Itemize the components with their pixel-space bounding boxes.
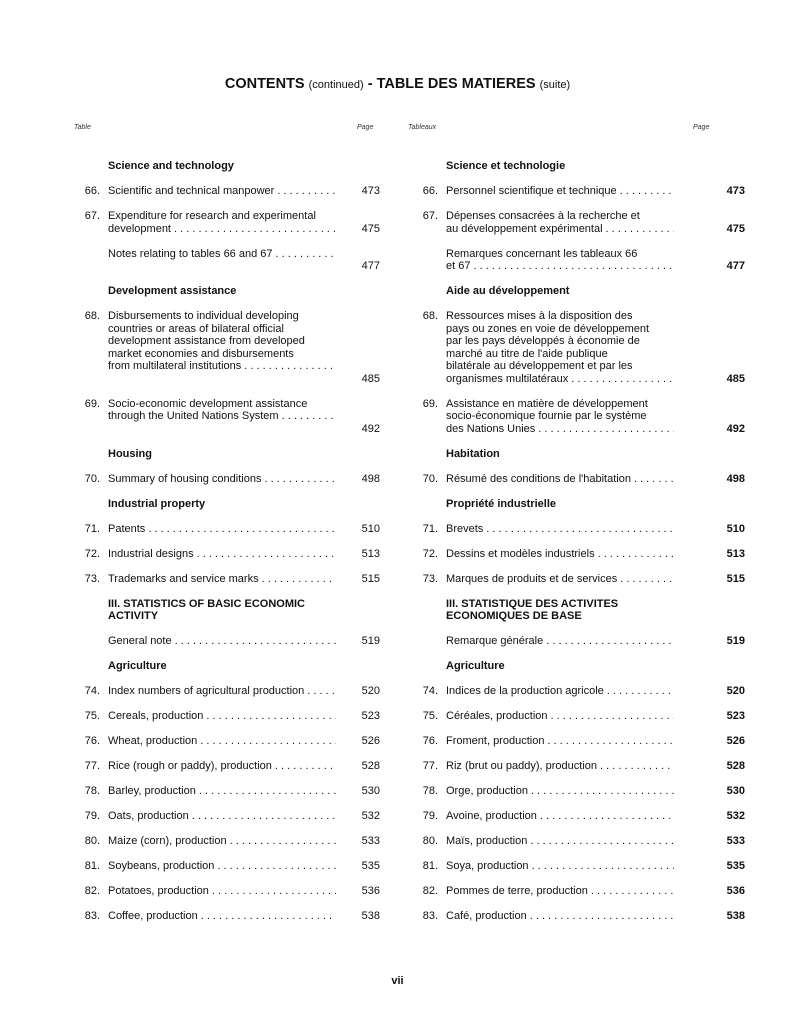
section-heading: Agriculture — [446, 660, 505, 672]
title-fr-sub: (suite) — [539, 79, 571, 91]
entry-title-text: Rice (rough or paddy), production . . . — [108, 760, 272, 772]
table-number: 78. — [84, 785, 100, 797]
contents-row — [0, 473, 795, 498]
entry-title[interactable] — [108, 885, 336, 898]
entry-title-text: Disbursements to individual developing countries or areas of bilateral official development assistance from developed market economies and disbursements from multilateral institutions . . . — [108, 310, 305, 372]
contents-row — [0, 910, 795, 935]
page-ref: 533 — [726, 835, 745, 847]
entry-title[interactable] — [108, 835, 336, 848]
entry-title-text: Ressources mises à la disposition des pays ou zones en voie de développement par les pays développés à économie de marché au titre de l'aide publique bilatérale au développement et par les organismes multilatéraux . . . — [446, 310, 649, 385]
entry-en — [74, 760, 380, 773]
column-header-page-fr: Page — [693, 124, 710, 131]
entry-title-text: Cereals, production . . . — [108, 710, 203, 722]
entry-title[interactable] — [446, 473, 674, 486]
entry-title[interactable] — [446, 860, 674, 873]
entry-title[interactable] — [446, 398, 674, 436]
entry-fr — [412, 785, 745, 798]
table-number: 68. — [422, 310, 438, 322]
table-number: 73. — [84, 572, 100, 585]
entry-title[interactable] — [446, 248, 674, 273]
contents-row — [0, 835, 795, 860]
page-ref: 530 — [361, 785, 380, 797]
entry-title[interactable] — [108, 548, 336, 561]
table-number: 76. — [422, 735, 438, 747]
table-number: 75. — [84, 710, 100, 722]
page-ref: 528 — [361, 760, 380, 772]
entry-en — [74, 685, 380, 698]
page-ref: 519 — [726, 635, 745, 647]
entry-title-text: Expenditure for research and experimental development . . . — [108, 210, 316, 235]
entry-title[interactable] — [446, 573, 674, 586]
page-ref: 532 — [726, 810, 745, 822]
entry-en — [74, 210, 380, 235]
entry-title[interactable] — [446, 735, 674, 748]
table-number — [74, 248, 108, 273]
entry-fr — [412, 885, 745, 898]
page-ref: 533 — [361, 835, 380, 847]
contents-row — [0, 498, 795, 523]
entry-title-text: Index numbers of agricultural production . . . — [108, 685, 304, 697]
page-ref: 532 — [361, 810, 380, 822]
entry-title-text: Avoine, production . . . — [446, 810, 537, 822]
entry-title-text: Potatoes, production . . . — [108, 885, 209, 897]
entry-title[interactable] — [108, 635, 336, 648]
contents-row — [0, 160, 795, 185]
entry-title[interactable] — [108, 710, 336, 723]
contents-row — [0, 710, 795, 735]
entry-title-text: Soya, production . . . — [446, 860, 529, 872]
entry-title[interactable] — [108, 310, 336, 385]
entry-fr — [412, 735, 745, 748]
entry-fr — [412, 760, 745, 773]
table-number: 81. — [84, 860, 100, 872]
entry-title[interactable] — [108, 810, 336, 823]
entry-title-text: Remarques concernant les tableaux 66 et 67 . . . — [446, 248, 637, 273]
entry-title[interactable] — [446, 835, 674, 848]
table-number: 68. — [84, 310, 100, 322]
entry-title-text: Maïs, production . . . — [446, 835, 527, 847]
contents-row — [0, 573, 795, 598]
entry-fr — [412, 248, 745, 273]
entry-fr — [412, 548, 745, 561]
contents-row — [0, 523, 795, 548]
entry-en — [74, 248, 380, 273]
entry-title[interactable] — [108, 523, 336, 536]
section-heading: Propriété industrielle — [446, 497, 557, 510]
table-number: 72. — [84, 547, 100, 560]
table-number: 79. — [422, 810, 438, 822]
table-number: 72. — [422, 547, 438, 560]
table-number: 70. — [84, 472, 100, 485]
entry-en — [74, 498, 380, 511]
entry-title-text: Indices de la production agricole . . . — [446, 685, 604, 697]
entry-title-text: Wheat, production . . . — [108, 735, 197, 747]
table-number: 79. — [84, 810, 100, 822]
entry-fr — [412, 573, 745, 586]
entry-en — [74, 860, 380, 873]
section-heading: Science et technologie — [446, 160, 566, 172]
page-ref: 513 — [361, 547, 380, 560]
contents-row — [0, 398, 795, 448]
table-number: 82. — [422, 885, 438, 897]
entry-title-text: Patents . . . — [108, 523, 145, 535]
entry-fr — [412, 835, 745, 848]
table-number: 70. — [422, 472, 438, 485]
page-ref: 528 — [726, 760, 745, 772]
entry-title[interactable] — [446, 785, 674, 798]
contents-row — [0, 598, 795, 636]
entry-title[interactable] — [108, 473, 336, 486]
page-ref: 520 — [361, 685, 380, 697]
entry-fr — [412, 285, 745, 298]
entry-en — [74, 185, 380, 198]
page-title — [0, 76, 795, 92]
entry-en — [74, 785, 380, 798]
section-heading: Science and technology — [108, 160, 234, 172]
entry-title[interactable] — [446, 523, 674, 536]
page-ref: 530 — [726, 785, 745, 797]
entry-fr — [412, 210, 745, 235]
contents-row — [0, 548, 795, 573]
entry-title-text: Soybeans, production . . . — [108, 860, 214, 872]
entry-title-text: Scientific and technical manpower . . . — [108, 185, 274, 197]
page-ref: 515 — [361, 572, 380, 585]
entry-title-text: General note . . . — [108, 635, 172, 647]
table-number: 83. — [422, 910, 438, 922]
entry-title-text: Notes relating to tables 66 and 67 . . . — [108, 248, 273, 260]
entry-fr — [412, 398, 745, 436]
entry-title[interactable] — [446, 548, 674, 561]
column-header-tableaux: Tableaux — [408, 124, 437, 131]
entry-fr — [412, 310, 745, 385]
table-number: 74. — [422, 685, 438, 697]
section-heading: Housing — [108, 447, 152, 460]
entry-title[interactable] — [446, 685, 674, 698]
entry-en — [74, 523, 380, 536]
page-ref: 492 — [361, 422, 380, 435]
entry-title[interactable] — [446, 710, 674, 723]
entry-en — [74, 285, 380, 298]
entry-title[interactable] — [108, 735, 336, 748]
contents-row — [0, 635, 795, 660]
table-number: 66. — [84, 185, 100, 197]
section-heading: Aide au développement — [446, 285, 570, 297]
contents-row — [0, 860, 795, 885]
table-number: 69. — [84, 397, 100, 410]
page-ref: 510 — [726, 522, 745, 535]
section-heading: Development assistance — [108, 285, 237, 297]
entry-title-text: Froment, production . . . — [446, 735, 544, 747]
entry-fr — [412, 598, 745, 623]
page-ref: 473 — [726, 185, 745, 197]
page-ref: 538 — [726, 910, 745, 922]
entry-en — [74, 885, 380, 898]
entry-fr — [412, 860, 745, 873]
page-ref: 485 — [361, 372, 380, 385]
contents-row — [0, 760, 795, 785]
entry-title-text: Marques de produits et de services . . . — [446, 573, 617, 585]
entry-en — [74, 473, 380, 486]
table-number: 71. — [422, 522, 438, 535]
entry-fr — [412, 910, 745, 923]
section-heading: III. STATISTIQUE DES ACTIVITES ECONOMIQUES DE BASE — [446, 597, 619, 622]
contents-row — [0, 785, 795, 810]
contents-row — [0, 735, 795, 760]
page-ref: 492 — [726, 422, 745, 435]
entry-fr — [412, 498, 745, 511]
entry-en — [74, 573, 380, 586]
entry-title-text: Summary of housing conditions . . . — [108, 473, 261, 485]
entry-en — [74, 598, 380, 623]
table-number — [412, 248, 446, 273]
page-ref: 515 — [726, 572, 745, 585]
entry-title-text: Résumé des conditions de l'habitation . . . — [446, 473, 631, 485]
entry-en — [74, 160, 380, 173]
contents-row — [0, 660, 795, 685]
column-header-page: Page — [357, 124, 374, 131]
entry-title-text: Barley, production . . . — [108, 785, 196, 797]
page-ref: 535 — [726, 860, 745, 872]
page-ref: 498 — [726, 472, 745, 485]
page-ref: 477 — [726, 260, 745, 272]
entry-title-text: Pommes de terre, production . . . — [446, 885, 588, 897]
title-sep: - — [367, 76, 373, 92]
entry-title[interactable] — [446, 760, 674, 773]
entry-title-text: Dépenses consacrées à la recherche et au développement expérimental . . . — [446, 210, 640, 235]
page-ref: 526 — [726, 735, 745, 747]
section-heading: Habitation — [446, 447, 500, 460]
entry-fr — [412, 473, 745, 486]
entry-title-text: Assistance en matière de développement socio-économique fournie par le système des Nations Unies . . . — [446, 398, 648, 435]
entry-title[interactable] — [108, 573, 336, 586]
entry-title[interactable] — [108, 210, 336, 235]
contents-row — [0, 885, 795, 910]
page-ref: 485 — [726, 372, 745, 385]
entry-title[interactable] — [446, 210, 674, 235]
contents-row — [0, 185, 795, 210]
page-ref: 510 — [361, 522, 380, 535]
table-number: 69. — [422, 397, 438, 410]
entry-en — [74, 660, 380, 673]
entry-en — [74, 398, 380, 436]
table-number — [412, 635, 446, 648]
entry-fr — [412, 710, 745, 723]
page-ref: 475 — [361, 222, 380, 235]
entry-title-text: Oats, production . . . — [108, 810, 189, 822]
entry-en — [74, 310, 380, 385]
page-ref: 535 — [361, 860, 380, 872]
title-en-sub: (continued) — [308, 79, 364, 91]
entry-title[interactable] — [108, 248, 336, 273]
table-number: 80. — [422, 835, 438, 847]
entry-title[interactable] — [108, 860, 336, 873]
entry-fr — [412, 523, 745, 536]
entry-en — [74, 548, 380, 561]
entry-title[interactable] — [446, 185, 674, 198]
table-number: 77. — [422, 760, 438, 772]
entry-fr — [412, 810, 745, 823]
table-number: 81. — [422, 860, 438, 872]
page-ref: 513 — [726, 547, 745, 560]
table-number: 67. — [84, 210, 100, 222]
entry-title-text: Dessins et modèles industriels . . . — [446, 548, 595, 560]
section-heading: III. STATISTICS OF BASIC ECONOMIC ACTIVITY — [108, 597, 305, 622]
entry-title[interactable] — [108, 785, 336, 798]
section-heading: Agriculture — [108, 660, 167, 672]
entry-title[interactable] — [446, 810, 674, 823]
table-number: 78. — [422, 785, 438, 797]
entry-title-text: Maize (corn), production . . . — [108, 835, 227, 847]
title-en: CONTENTS — [224, 76, 305, 92]
entry-title[interactable] — [108, 685, 336, 698]
entry-fr — [412, 185, 745, 198]
entry-title-text: Orge, production . . . — [446, 785, 528, 797]
contents-row — [0, 285, 795, 310]
table-number: 73. — [422, 572, 438, 585]
table-number: 67. — [422, 210, 438, 222]
table-number: 83. — [84, 910, 100, 922]
page-ref: 473 — [361, 185, 380, 197]
entry-title[interactable] — [108, 398, 336, 436]
entry-en — [74, 635, 380, 648]
entry-en — [74, 810, 380, 823]
contents-row — [0, 310, 795, 398]
page-number: vii — [391, 975, 404, 987]
page-ref: 498 — [361, 472, 380, 485]
entry-fr — [412, 448, 745, 461]
entry-en — [74, 835, 380, 848]
entry-fr — [412, 660, 745, 673]
entry-title-text: Céréales, production . . . — [446, 710, 548, 722]
table-number: 74. — [84, 685, 100, 697]
entry-title-text: Industrial designs . . . — [108, 548, 194, 560]
contents-row — [0, 248, 795, 286]
entry-title[interactable] — [108, 760, 336, 773]
table-number: 75. — [422, 710, 438, 722]
page-ref: 538 — [361, 910, 380, 922]
table-number: 80. — [84, 835, 100, 847]
entry-title-text: Riz (brut ou paddy), production . . . — [446, 760, 597, 772]
entry-title-text: Café, production . . . — [446, 910, 527, 922]
table-number: 66. — [422, 185, 438, 197]
entry-fr — [412, 685, 745, 698]
entry-en — [74, 448, 380, 461]
entry-en — [74, 910, 380, 923]
entry-title[interactable] — [446, 310, 674, 385]
entry-fr — [412, 635, 745, 648]
entry-title[interactable] — [446, 885, 674, 898]
entry-title-text: Personnel scientifique et technique . . . — [446, 185, 617, 197]
table-number — [74, 635, 108, 648]
page-ref: 475 — [726, 222, 745, 235]
page-ref: 477 — [361, 260, 380, 272]
page-ref: 526 — [361, 735, 380, 747]
entry-title[interactable] — [108, 185, 336, 198]
entry-title-text: Remarque générale . . . — [446, 635, 543, 647]
entry-title-text: Trademarks and service marks . . . — [108, 573, 259, 585]
title-fr: TABLE DES MATIERES — [376, 76, 536, 92]
entry-fr — [412, 160, 745, 173]
section-heading: Industrial property — [108, 497, 206, 510]
column-header-table: Table — [74, 124, 91, 131]
entry-title[interactable] — [446, 635, 674, 648]
table-number: 71. — [84, 522, 100, 535]
contents-row — [0, 685, 795, 710]
page-ref: 520 — [726, 685, 745, 697]
entry-title[interactable] — [108, 910, 336, 923]
table-number: 76. — [84, 735, 100, 747]
contents-row — [0, 810, 795, 835]
page-ref: 519 — [361, 635, 380, 647]
entry-title-text: Brevets . . . — [446, 523, 483, 535]
table-number: 77. — [84, 760, 100, 772]
entry-title-text: Coffee, production . . . — [108, 910, 198, 922]
page-ref: 536 — [361, 885, 380, 897]
table-number: 82. — [84, 885, 100, 897]
contents-row — [0, 210, 795, 248]
contents-list — [0, 160, 795, 935]
entry-en — [74, 735, 380, 748]
page-ref: 523 — [361, 710, 380, 722]
entry-en — [74, 710, 380, 723]
page-ref: 523 — [726, 710, 745, 722]
page-ref: 536 — [726, 885, 745, 897]
entry-title[interactable] — [446, 910, 674, 923]
contents-row — [0, 448, 795, 473]
entry-title-text: Socio-economic development assistance through the United Nations System . . . — [108, 398, 307, 423]
